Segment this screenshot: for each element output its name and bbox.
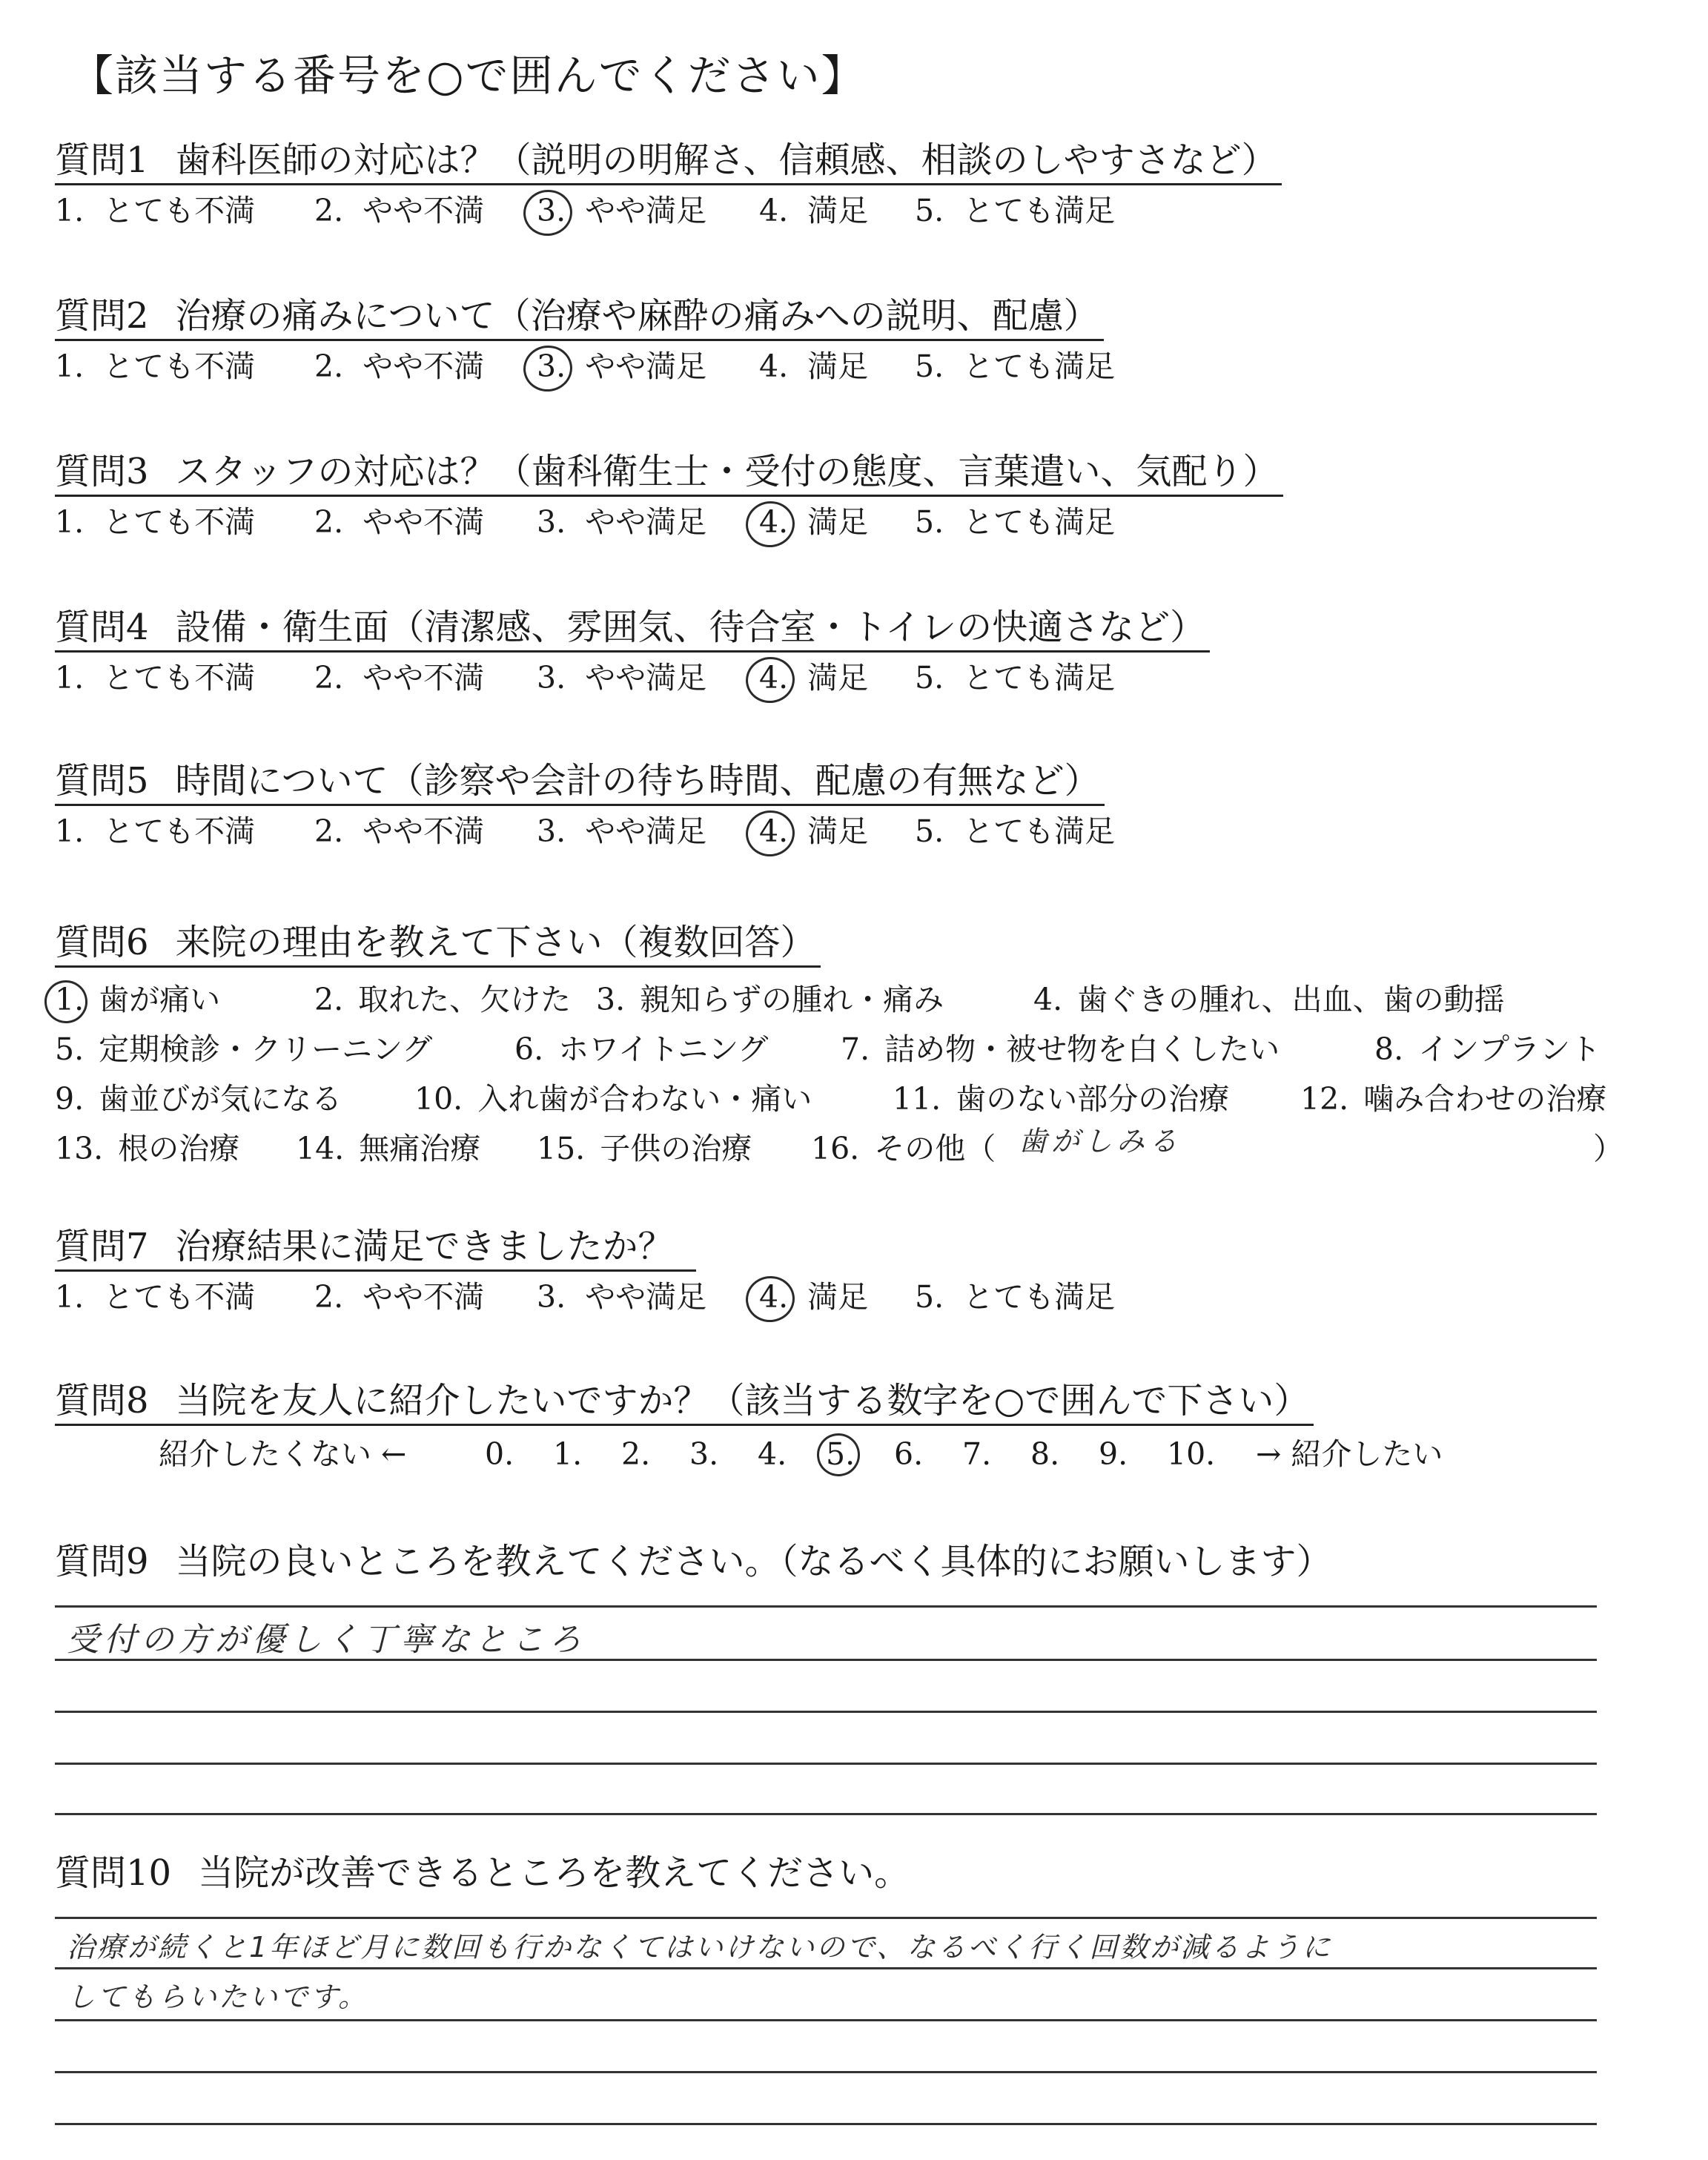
other-reason-answer[interactable]: 歯がしみる [1019, 1125, 1182, 1157]
nps-option-9[interactable]: 9. [1099, 1436, 1128, 1472]
rating-option-4[interactable]: 4. 満足 [759, 660, 869, 696]
question-title [55, 919, 821, 968]
question-number: 質問2 [55, 295, 149, 337]
rating-option-1[interactable]: 1. とても不満 [55, 504, 256, 540]
question-number: 質問4 [55, 607, 149, 648]
answer-line [55, 1605, 1597, 1608]
rating-option-3[interactable]: 3. やや満足 [537, 193, 707, 228]
reason-option-16[interactable]: 16. その他（ [811, 1131, 996, 1166]
question-text: 時間について（診察や会計の待ち時間、配慮の有無など） [175, 760, 1100, 802]
answer-line [55, 1967, 1597, 1969]
reason-option-6[interactable]: 6. ホワイトニング [514, 1031, 769, 1067]
question-text: 治療結果に満足できましたか？ [175, 1226, 674, 1267]
reason-option-2[interactable]: 2. 取れた、欠けた [314, 982, 572, 1017]
reason-option-13[interactable]: 13. 根の治療 [55, 1131, 240, 1166]
rating-option-5[interactable]: 5. とても満足 [915, 193, 1116, 228]
question-text: 当院を友人に紹介したいですか？（該当する数字を○で囲んで下さい） [175, 1380, 1310, 1421]
question-number: 質問3 [55, 451, 149, 492]
answer-line [55, 2123, 1597, 2125]
rating-option-4[interactable]: 4. 満足 [759, 504, 869, 540]
question-text: 当院の良いところを教えてください。（なるべく具体的にお願いします） [175, 1541, 1332, 1582]
rating-option-1[interactable]: 1. とても不満 [55, 660, 256, 696]
rating-options [55, 500, 1283, 546]
form-heading: 【該当する番号を○で囲んでください】 [70, 50, 866, 101]
question-title [55, 449, 1283, 497]
reason-option-3[interactable]: 3. 親知らずの腫れ・痛み [596, 982, 944, 1017]
reason-option-9[interactable]: 9. 歯並びが気になる [55, 1081, 342, 1117]
question-block [55, 137, 1282, 234]
answer-line [55, 1711, 1597, 1713]
rating-option-3[interactable]: 3. やや満足 [537, 660, 707, 696]
question-number: 質問1 [55, 139, 149, 181]
rating-option-4[interactable]: 4. 満足 [759, 813, 869, 849]
question-text: 設備・衛生面（清潔感、雰囲気、待合室・トイレの快適さなど） [175, 607, 1206, 648]
nps-option-4[interactable]: 4. [758, 1436, 787, 1472]
answer-line [55, 1813, 1597, 1815]
question-block [55, 1850, 914, 1896]
nps-option-1[interactable]: 1. [553, 1436, 583, 1472]
rating-option-2[interactable]: 2. やや不満 [314, 193, 485, 228]
nps-scale [55, 1432, 1443, 1478]
question-title [55, 137, 1282, 185]
question-title [55, 293, 1104, 341]
question-title [55, 1850, 914, 1896]
question-title [55, 604, 1210, 653]
reason-row [55, 1126, 1649, 1171]
answer-line [55, 2019, 1597, 2021]
rating-option-5[interactable]: 5. とても満足 [915, 660, 1116, 696]
question-title [55, 1378, 1314, 1426]
question-block [55, 293, 1116, 390]
question-text: 来院の理由を教えて下さい（複数回答） [175, 922, 816, 963]
reason-option-5[interactable]: 5. 定期検診・クリーニング [55, 1031, 433, 1067]
rating-option-1[interactable]: 1. とても不満 [55, 349, 256, 384]
q9-answer[interactable]: 受付の方が優しく丁寧なところ [67, 1621, 586, 1659]
rating-option-5[interactable]: 5. とても満足 [915, 349, 1116, 384]
nps-option-10[interactable]: 10. [1167, 1436, 1216, 1472]
question-block [55, 758, 1116, 855]
nps-right-label: → 紹介したい [1256, 1436, 1443, 1472]
rating-options [55, 809, 1116, 855]
rating-option-2[interactable]: 2. やや不満 [314, 1279, 485, 1315]
rating-option-5[interactable]: 5. とても満足 [915, 1279, 1116, 1315]
selection-circle [814, 1430, 863, 1479]
reason-option-7[interactable]: 7. 詰め物・被せ物を白くしたい [841, 1031, 1280, 1067]
question-block [55, 1539, 1337, 1585]
rating-option-1[interactable]: 1. とても不満 [55, 193, 256, 228]
rating-option-2[interactable]: 2. やや不満 [314, 660, 485, 696]
question-text: 当院が改善できるところを教えてください。 [198, 1852, 910, 1894]
reason-option-15[interactable]: 15. 子供の治療 [537, 1131, 752, 1166]
rating-option-4[interactable]: 4. 満足 [759, 349, 869, 384]
question-number: 質問6 [55, 922, 149, 963]
q10-answer-line-2[interactable]: してもらいたいです。 [67, 1981, 368, 2013]
question-block [55, 449, 1283, 546]
reason-option-11[interactable]: 11. 歯のない部分の治療 [893, 1081, 1230, 1117]
reason-option-14[interactable]: 14. 無痛治療 [296, 1131, 481, 1166]
nps-option-5[interactable]: 5. [826, 1436, 855, 1472]
rating-option-2[interactable]: 2. やや不満 [314, 504, 485, 540]
reason-option-10[interactable]: 10. 入れ歯が合わない・痛い [414, 1081, 812, 1117]
rating-option-3[interactable]: 3. やや満足 [537, 504, 707, 540]
nps-option-6[interactable]: 6. [894, 1436, 924, 1472]
answer-line [55, 1659, 1597, 1661]
answer-line [55, 1917, 1597, 1919]
reason-option-12[interactable]: 12. 噛み合わせの治療 [1300, 1081, 1607, 1117]
question-number: 質問10 [55, 1852, 172, 1894]
question-block [55, 1223, 1116, 1321]
answer-line [55, 1763, 1597, 1765]
rating-option-1[interactable]: 1. とても不満 [55, 813, 256, 849]
rating-option-4[interactable]: 4. 満足 [759, 1279, 869, 1315]
question-text: 歯科医師の対応は？（説明の明解さ、信頼感、相談のしやすさなど） [175, 139, 1277, 181]
rating-option-3[interactable]: 3. やや満足 [537, 349, 707, 384]
rating-option-2[interactable]: 2. やや不満 [314, 349, 485, 384]
rating-option-3[interactable]: 3. やや満足 [537, 813, 707, 849]
rating-option-4[interactable]: 4. 満足 [759, 193, 869, 228]
reason-option-4[interactable]: 4. 歯ぐきの腫れ、出血、歯の動揺 [1033, 982, 1505, 1017]
question-number: 質問7 [55, 1226, 149, 1267]
answer-line [55, 2071, 1597, 2073]
rating-option-3[interactable]: 3. やや満足 [537, 1279, 707, 1315]
nps-left-label: 紹介したくない ← [159, 1436, 407, 1472]
question-text: スタッフの対応は？（歯科衛生士・受付の態度、言葉遣い、気配り） [175, 451, 1279, 492]
question-block [55, 604, 1210, 701]
nps-option-3[interactable]: 3. [689, 1436, 719, 1472]
nps-option-0[interactable]: 0. [485, 1436, 514, 1472]
question-block [55, 919, 821, 968]
question-title [55, 758, 1105, 806]
reason-option-8[interactable]: 8. インプラント [1374, 1031, 1601, 1067]
rating-option-2[interactable]: 2. やや不満 [314, 813, 485, 849]
question-number: 質問5 [55, 760, 149, 802]
other-close-paren: ） [1593, 1131, 1623, 1166]
nps-option-8[interactable]: 8. [1030, 1436, 1060, 1472]
q10-answer-line-1[interactable]: 治療が続くと1年ほど月に数回も行かなくてはいけないので、なるべく行く回数が減るように [67, 1931, 1333, 1964]
question-number: 質問8 [55, 1380, 149, 1421]
question-title [55, 1539, 1337, 1585]
question-number: 質問9 [55, 1541, 149, 1582]
question-block [55, 1378, 1443, 1478]
rating-options [55, 344, 1116, 390]
nps-option-7[interactable]: 7. [962, 1436, 992, 1472]
rating-option-5[interactable]: 5. とても満足 [915, 504, 1116, 540]
question-title [55, 1223, 696, 1272]
rating-option-1[interactable]: 1. とても不満 [55, 1279, 256, 1315]
rating-options [55, 655, 1210, 701]
rating-options [55, 1275, 1116, 1321]
rating-options [55, 188, 1282, 234]
rating-option-5[interactable]: 5. とても満足 [915, 813, 1116, 849]
nps-option-2[interactable]: 2. [621, 1436, 651, 1472]
question-text: 治療の痛みについて（治療や麻酔の痛みへの説明、配慮） [175, 295, 1099, 337]
reason-option-1[interactable]: 1. 歯が痛い [55, 982, 221, 1017]
